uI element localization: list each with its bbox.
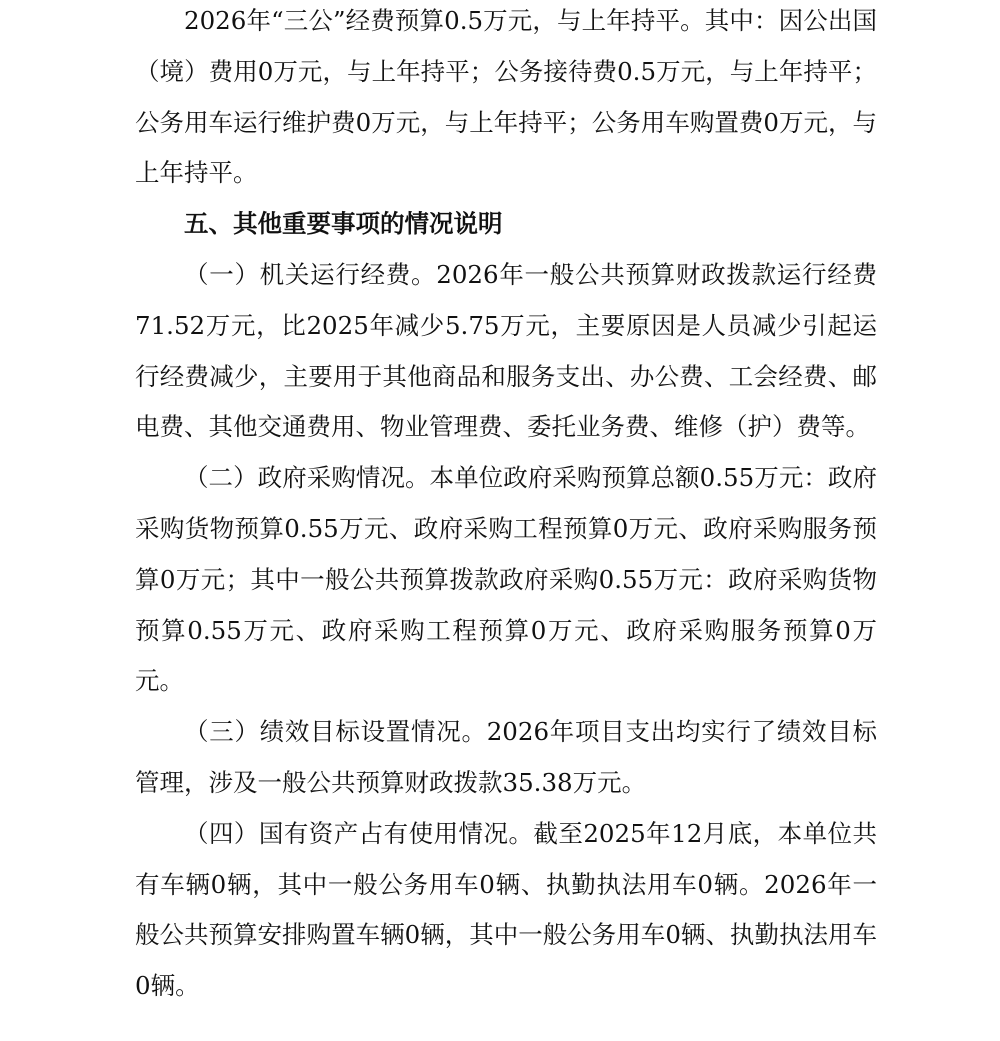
- document-page: [135, 0, 877, 1012]
- paragraph-performance-targets: （三）绩效目标设置情况。2026年项目支出均实行了绩效目标管理，涉及一般公共预算财政拨款35.38万元。: [135, 717, 877, 797]
- paragraph-government-procurement: （二）政府采购情况。本单位政府采购预算总额0.55万元：政府采购货物预算0.55万元、政府采购工程预算0万元、政府采购服务预算0万元；其中一般公共预算拨款政府采购0.55万元：政府采购货物预算0.55万元、政府采购工程预算0万元、政府采购服务预算0万元。: [135, 463, 877, 696]
- paragraph-state-assets: （四）国有资产占有使用情况。截至2025年12月底，本单位共有车辆0辆，其中一般公务用车0辆、执勤执法用车0辆。2026年一般公共预算安排购置车辆0辆，其中一般公务用车0辆、执勤执法用车0辆。: [135, 818, 877, 1001]
- paragraph-operating-expenses: （一）机关运行经费。2026年一般公共预算财政拨款运行经费71.52万元，比2025年减少5.75万元，主要原因是人员减少引起运行经费减少，主要用于其他商品和服务支出、办公费、工会经费、邮电费、其他交通费用、物业管理费、委托业务费、维修（护）费等。: [135, 259, 877, 442]
- section-heading: 五、其他重要事项的情况说明: [184, 209, 503, 239]
- paragraph-sangong-budget: 2026年“三公”经费预算0.5万元，与上年持平。其中：因公出国（境）费用0万元，与上年持平；公务接待费0.5万元，与上年持平；公务用车运行维护费0万元，与上年持平；公务用车购置费0万元，与上年持平。: [135, 6, 877, 188]
